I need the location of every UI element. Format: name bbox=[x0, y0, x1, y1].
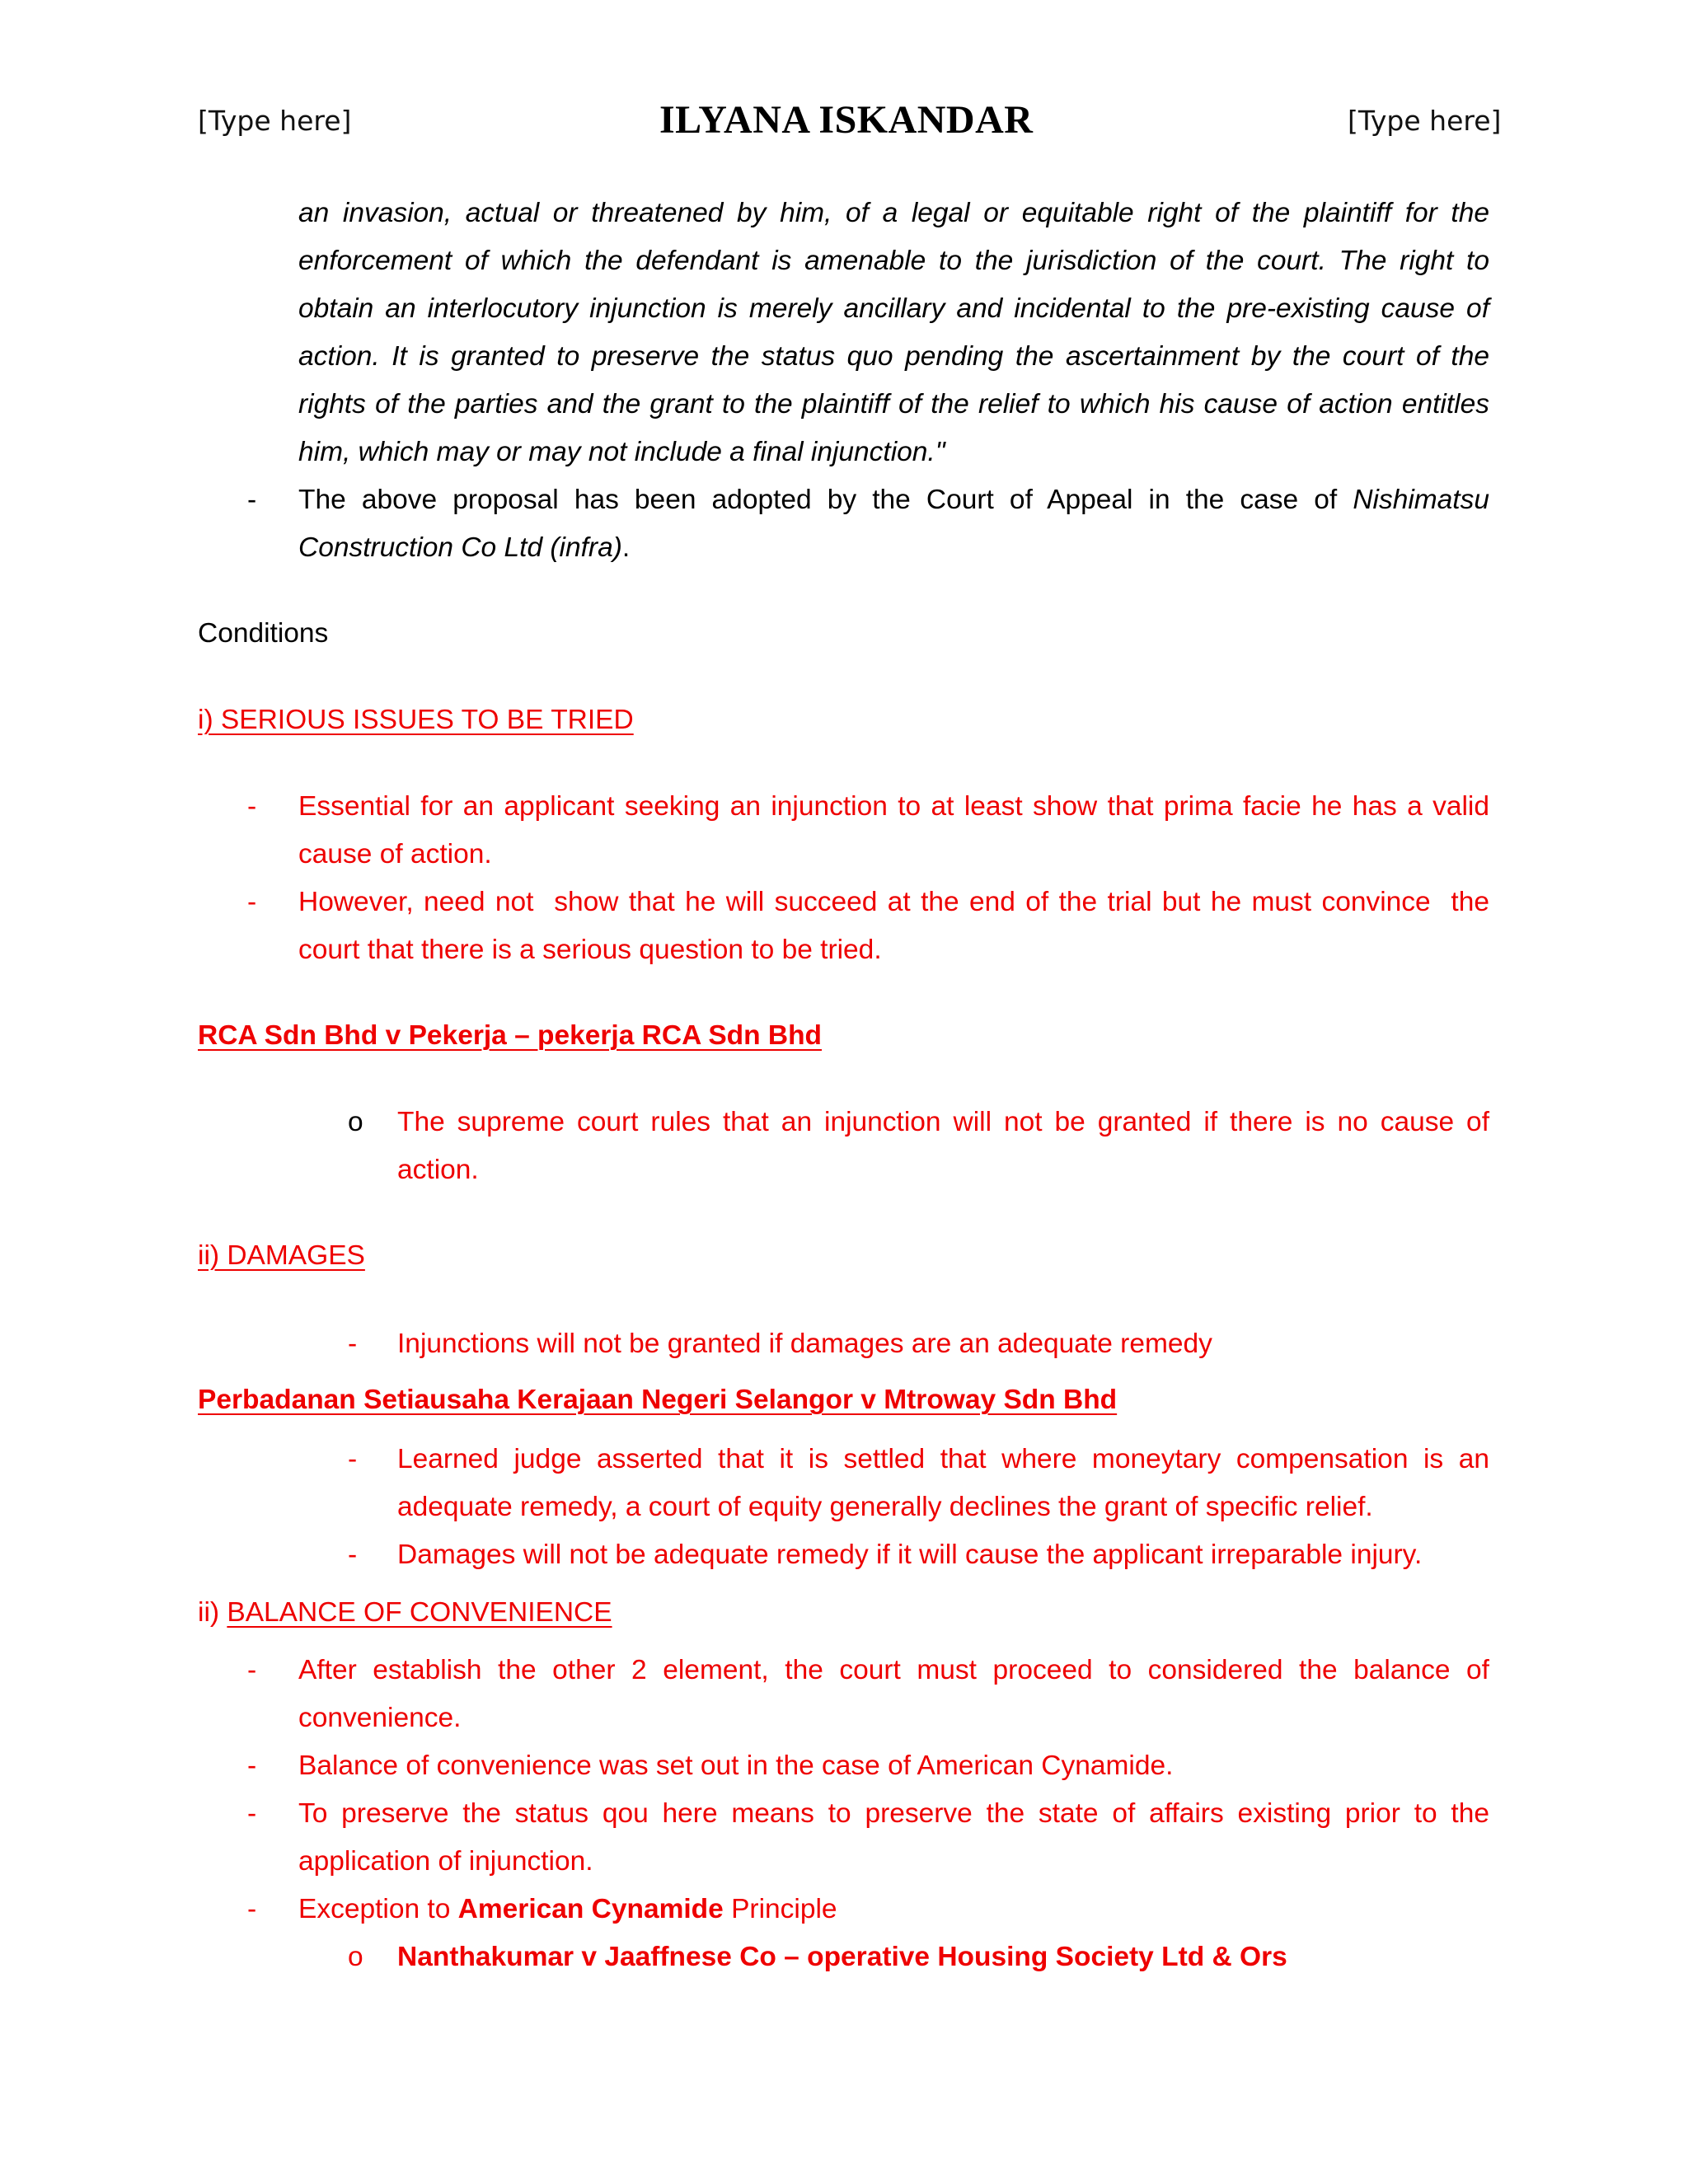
quote-line: an invasion, actual or threatened by him, of a legal or equitable right of the plaintiff for the bbox=[298, 198, 1489, 228]
bullet-line: court that there is a serious question to be tried. bbox=[298, 935, 882, 965]
bullet-line: Learned judge asserted that it is settled that where moneytary compensation is an bbox=[397, 1444, 1489, 1474]
case-nanthakumar: Nanthakumar v Jaaffnese Co – operative Housing Society Ltd & Ors bbox=[397, 1942, 1287, 1972]
quote-block bbox=[298, 190, 1489, 476]
exception-case: American Cynamide bbox=[457, 1894, 724, 1924]
bullet-line: The supreme court rules that an injunction will not be granted if there is no cause of bbox=[397, 1107, 1489, 1137]
quote-line: obtain an interlocutory injunction is merely ancillary and incidental to the pre-existing cause of bbox=[298, 293, 1489, 324]
proposal-case-name-cont: Construction Co Ltd (infra) bbox=[298, 532, 622, 563]
balance-heading bbox=[198, 1589, 612, 1637]
bullet-line: After establish the other 2 element, the court must proceed to considered the balance of bbox=[298, 1655, 1489, 1685]
sub-bullet-marker: o bbox=[348, 1942, 363, 1972]
bullet-line: To preserve the status qou here means to preserve the state of affairs existing prior to the bbox=[298, 1798, 1489, 1829]
exception-line bbox=[298, 1886, 837, 1933]
proposal-text: The above proposal has been adopted by the Court of Appeal in the case of bbox=[298, 485, 1338, 515]
bullet-line: action. bbox=[397, 1155, 479, 1185]
serious-bullet-2 bbox=[298, 879, 1489, 974]
damages-bullet: Injunctions will not be granted if damages are an adequate remedy bbox=[397, 1329, 1212, 1359]
bullet-marker: - bbox=[348, 1540, 358, 1570]
bullet-line: Essential for an applicant seeking an injunction to at least show that prima facie he has a valid bbox=[298, 791, 1489, 822]
quote-line: him, which may or may not include a final injunction." bbox=[298, 437, 945, 467]
bullet-marker: - bbox=[247, 887, 257, 917]
bullet-line: adequate remedy, a court of equity generally declines the grant of specific relief. bbox=[397, 1492, 1373, 1522]
case-heading-perbadanan: Perbadanan Setiausaha Kerajaan Negeri Selangor v Mtroway Sdn Bhd bbox=[198, 1385, 1118, 1415]
conditions-heading: Conditions bbox=[198, 618, 329, 649]
page-title: ILYANA ISKANDAR bbox=[659, 98, 1034, 142]
bullet-line: application of injunction. bbox=[298, 1846, 593, 1877]
bullet-line: convenience. bbox=[298, 1703, 462, 1733]
quote-line: rights of the parties and the grant to the plaintiff of the relief to which his cause of action entitles bbox=[298, 389, 1489, 419]
bullet-marker: - bbox=[247, 1655, 257, 1685]
quote-line: action. It is granted to preserve the status quo pending the ascertainment by the court of the bbox=[298, 341, 1489, 372]
header-right: [Type here] bbox=[1348, 105, 1502, 137]
exception-prefix: Exception to bbox=[298, 1894, 458, 1924]
proposal-case-name: Nishimatsu bbox=[1353, 485, 1489, 515]
balance-bullet-1 bbox=[298, 1647, 1489, 1742]
bullet-line: However, need not show that he will succeed at the end of the trial but he must convince the bbox=[298, 887, 1489, 917]
perbadanan-bullet-1 bbox=[397, 1436, 1489, 1531]
perbadanan-bullet-2: Damages will not be adequate remedy if it will cause the applicant irreparable injury. bbox=[397, 1540, 1423, 1570]
header-left: [Type here] bbox=[198, 105, 352, 137]
bullet-marker: - bbox=[247, 1894, 257, 1924]
case-heading-rca: RCA Sdn Bhd v Pekerja – pekerja RCA Sdn Bhd bbox=[198, 1020, 823, 1051]
bullet-marker: - bbox=[247, 791, 257, 822]
bullet-marker: - bbox=[247, 485, 257, 515]
sub-bullet-marker: o bbox=[348, 1107, 363, 1137]
bullet-marker: - bbox=[247, 1798, 257, 1829]
proposal-period: . bbox=[621, 532, 631, 563]
bullet-marker: - bbox=[348, 1329, 358, 1359]
bullet-line: cause of action. bbox=[298, 839, 492, 869]
balance-bullet-3 bbox=[298, 1790, 1489, 1886]
serious-bullet-1 bbox=[298, 783, 1489, 879]
rca-bullet bbox=[397, 1099, 1489, 1194]
quote-line: enforcement of which the defendant is amenable to the jurisdiction of the court. The right to bbox=[298, 246, 1489, 276]
balance-prefix: ii) bbox=[198, 1597, 227, 1628]
bullet-marker: - bbox=[348, 1444, 358, 1474]
exception-suffix: Principle bbox=[723, 1894, 837, 1924]
proposal-paragraph bbox=[298, 476, 1489, 572]
bullet-marker: - bbox=[247, 1750, 257, 1781]
balance-heading-text: BALANCE OF CONVENIENCE bbox=[227, 1597, 612, 1628]
serious-issues-heading: i) SERIOUS ISSUES TO BE TRIED bbox=[198, 705, 634, 735]
damages-heading: ii) DAMAGES bbox=[198, 1240, 365, 1271]
balance-bullet-2: Balance of convenience was set out in the case of American Cynamide. bbox=[298, 1750, 1174, 1781]
